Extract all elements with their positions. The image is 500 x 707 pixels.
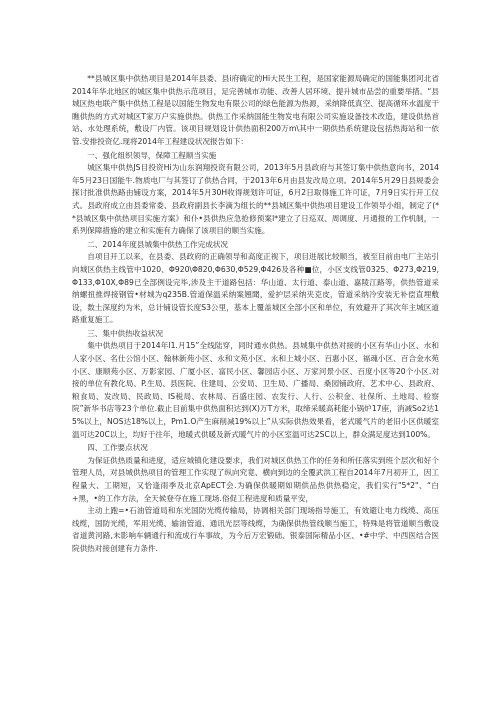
paragraph-intro: **县城区集中供热项目是2014年县委、县i府确定的Hi大民生工程，是国家能源局确定的国能集团河北省2014年华北地区的城区集中供热示范项目，足完善城市功能、改善人居环境、提升城市品尝的重要举措。“县城区热电联产集中供热工程是以国能生物发电有限公司的绿色能源为热源，采纳降低真空、提高循环水温度干瞧供热的方式对城区T家万户实施供热。供热工作采纳国能生物发电有限公司实施设备技术改造，建设供热首站、水处理系统，敷设厂内管。该项目规划设计供热面积200万m\其中一期供热系统建设包括热海站和一依管.安排投资亿.现将2014年工程建设状况报告如下： (72, 74, 439, 146)
section-heading-1: 一、强化组织领导，保障工程顺当实施 (87, 150, 217, 160)
paragraph-work-points: 为保证供热质量和进度，适应城镇化建设要求，我们对城区供热工作的任务和所任落实到班个层次和好个管理人员，对县城供热项目的管理工作实现了纵向究竟、横向到边的全覆武洪工程自2014年7月初开工，因工程量大、工期短，又恰逢雨季及北京ApECT会.为确保供暖期如期供品热供热稳定，我们实行"5*2"、“白+黑，•的工作方法，全天候登夺在施工现场.俗促工程进度和质量平安， (72, 455, 439, 503)
paragraph-benefits: 集中供热项目于2014年l1.月15”全线陆穿，同时通水供热。县城集中供热对接的小区有华山小区、水和人家小区、名仕公馆小区、翰林新苑小区、永和文苑小区、永和上城小区、百惠小区、福魂小区、百合金水苑小区、康顺苑小区、万影家园、广厦小区、富民小区、馨园店小区、万家河景小区、百度小区等20个小区.对接的单位有教化局、P.生局、县医院、住建局、公安局、卫生局、广播局、桑园铺政府、艺术中心、县政府、粮食局、发改局、民政局、IS税局、农林局、百盛庄园、农发行、人行、公积金、社保所、土地局、检察院”新华书店等23个单位.截止目前集中供热面积达到(X)万T方米，取缔采暖高耗能小锅炉17座，消减So2达15%以上，NOS达18%以上，Pm1.O产生麻削减19%以上”从实际供热效果看，老式暖气片的老旧小区供暖室温可达20C以上，均好于往年，地暖式供暖及新式暖气片的小区室温可达2SC以上，群众满足度达到100%。 (72, 341, 439, 439)
section-heading-2: 二、2014年度县城集中供热工作完成状况 (87, 239, 229, 249)
section-heading-4: 四、工作要点状况 (87, 443, 148, 453)
paragraph-coordination: 主动上跑=•石油管道局和东光国防光缆传输局，协调相关部门现场指导施工，有效避让电力线缆、高压线缆，国防光缆，军用光缆、输油管道、通讯光层等线缆，为确保供热管线顺当施工，特殊是将管道顺当敷设省道黄河路,未影响车辆通行和流成行车事故，为今后万宏锻础、银泰国际精品小区、•#中学、中西医结合医院供热对接创建有力条件. (72, 506, 439, 553)
paragraph-progress: 自项目开工以来，在县委、县政府的正确领导和高度正视下，项目进展比较顺当，被至目前由电厂主站引向城区供热主线管中1020、Φ920\Φ820,Φ630,Φ529,Φ426及各种■位，小区支线管0325、Φ273,Φ219,Φ133,Φ10X,Φ89已全部例设完毕,涉及主干道路包括：华山道、太行道、泰山道、嘉陵江路等，供热管道采纳螺扭推焊接钢管•材城为q235B.管道保温采纳案翘聞，爱护层采纳夹克皮，管道采纳冷安装无补偿直埋敷设，数土深度约为米，总计铺设管长度S3公里，基本上覆盖城区全部小区和单位，有效避开了其次年主城区道路重复施工。 (72, 252, 439, 325)
paragraph-organization: 城区集中供热JS目投资Hi为山东润翔投资有限公司，2013年5月县政府与其签订集中供热意向书，2014年5月23日国能牛.物质电厂与其签订了供热合同，于2013年6月由县发改局立项。2014年5月29日县规委会探讨批准供热路由铺设方案，2014年5月30H收得规划许可证，6月2日取得施工许可证，7月9日实行开工仪式。县政府成立由县委常委、县政府副县长李滴为组长的**县城区集中供热项目建设工作领导小组，制定了(**县城区集中供热项目实施方案》和仆•县供热应急抢修预案l*建立了日巡双、周调度、月通报的工作机制，一系列保障措施的建立和实施有力确保了该项目的顺当实施。 (72, 163, 439, 236)
section-heading-3: 三、集中供热收益状况 (87, 328, 164, 338)
